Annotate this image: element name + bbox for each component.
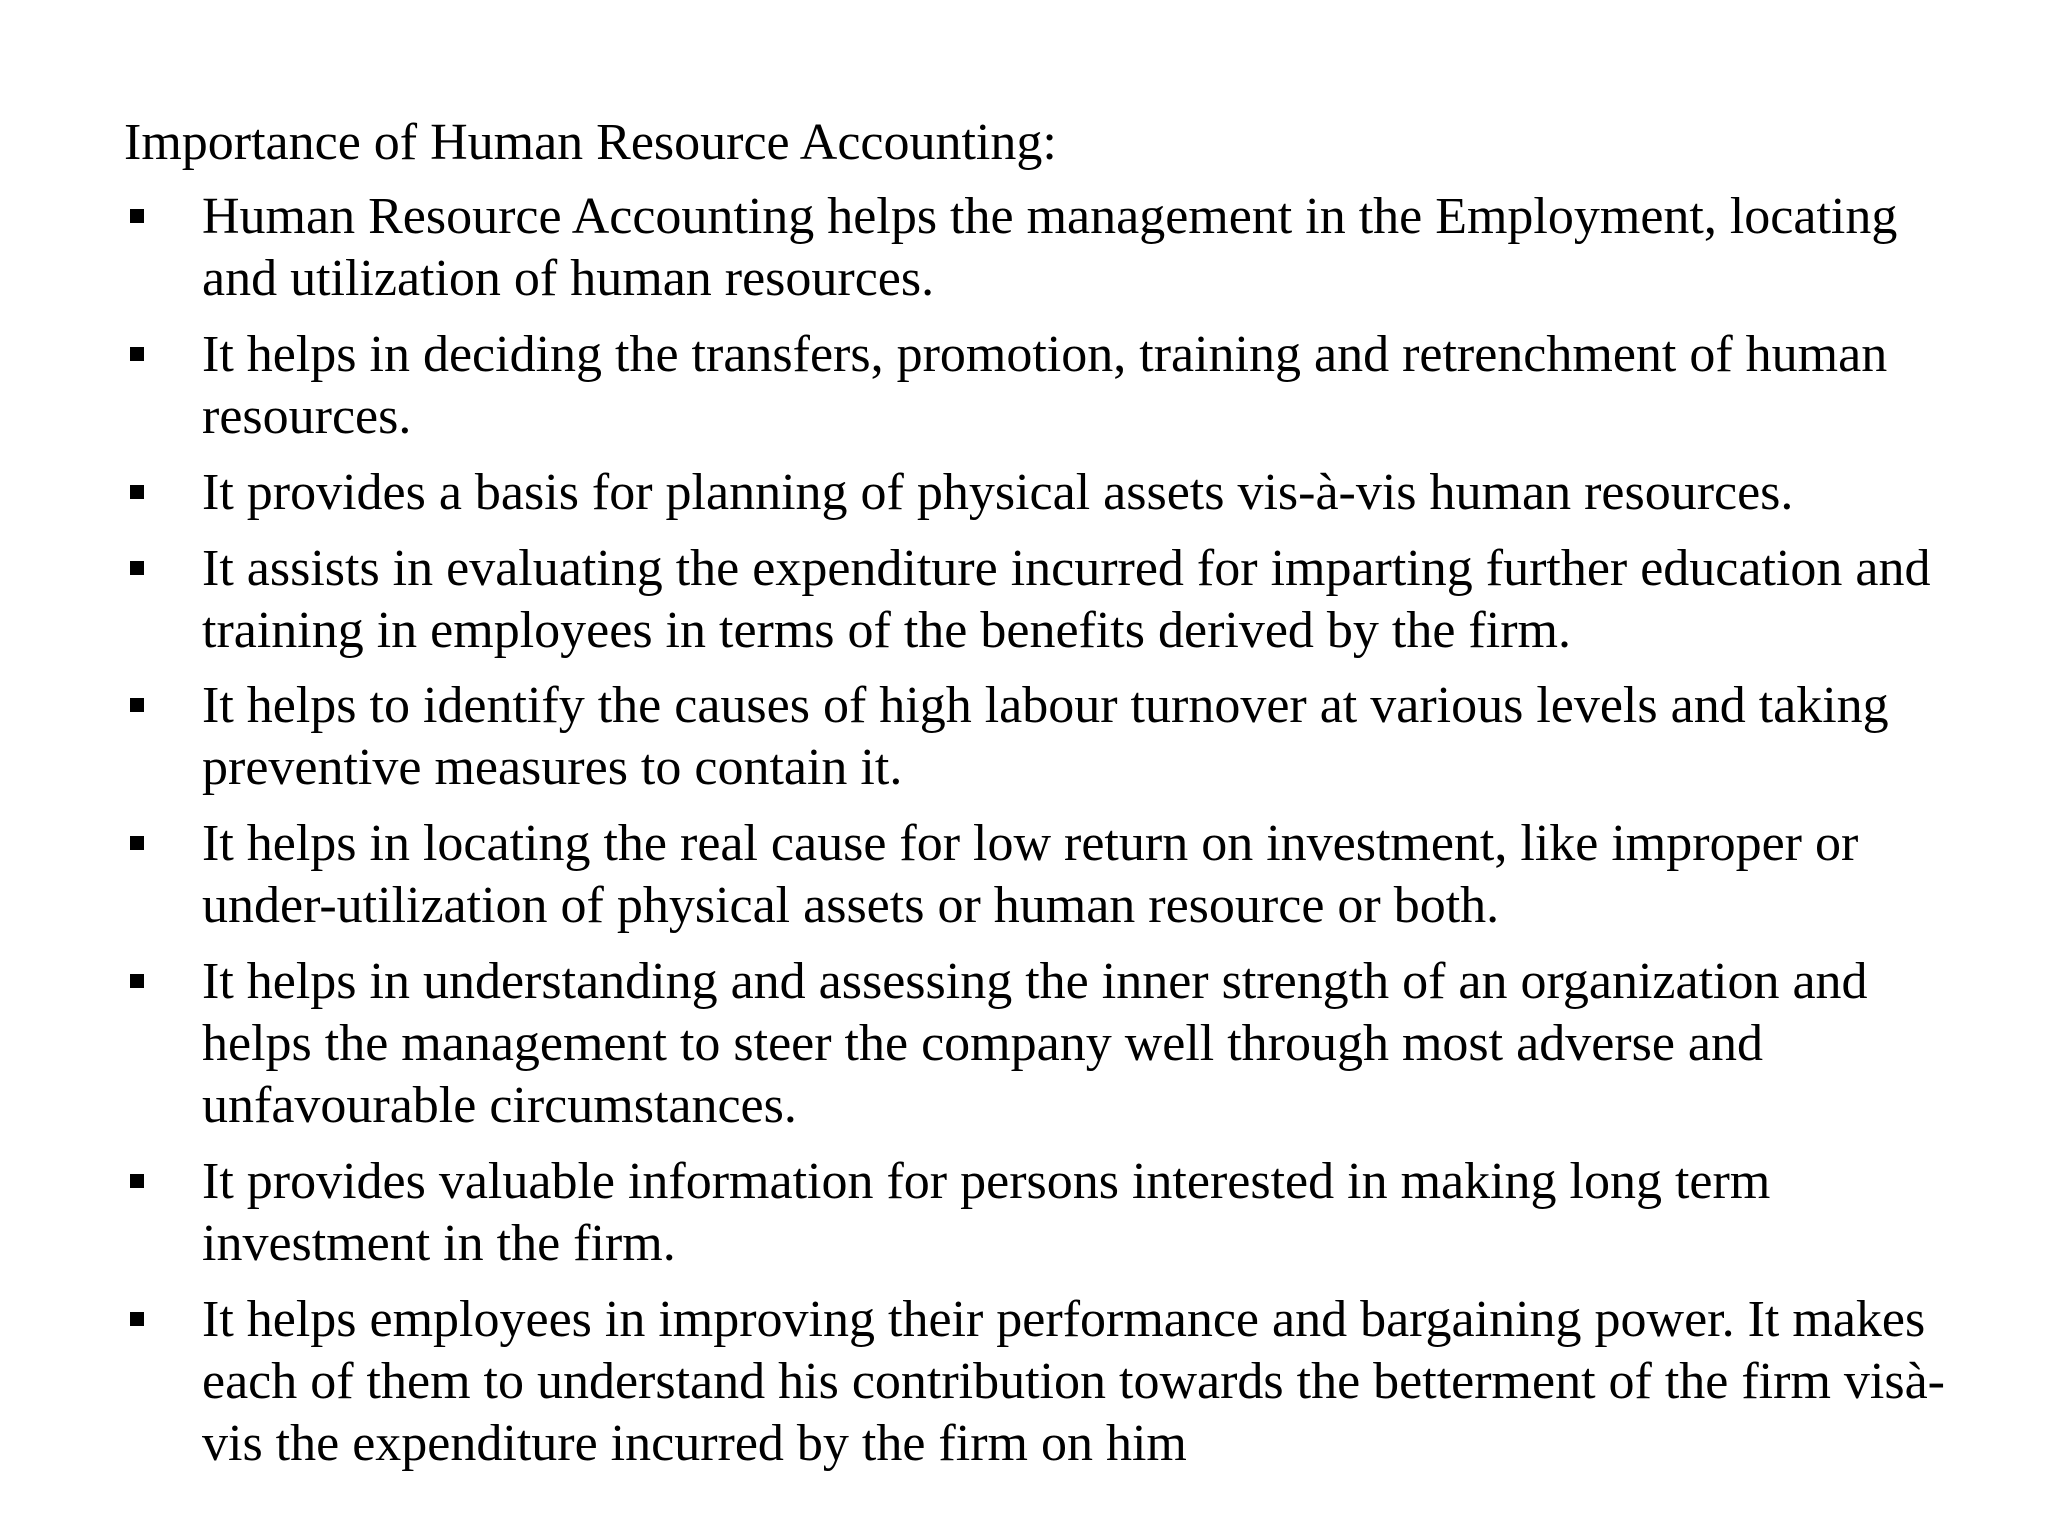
- square-bullet-icon: [130, 209, 144, 223]
- bullet-text-line: It helps in understanding and assessing the inner strength of an organization and: [202, 953, 1868, 1010]
- bullet-text-9: [202, 1289, 2002, 1475]
- bullet-text-line: It helps employees in improving their performance and bargaining power. It makes: [202, 1291, 1926, 1348]
- square-bullet-icon: [130, 485, 144, 499]
- bullet-text-6: [202, 813, 2002, 937]
- bullet-text-line: It helps to identify the causes of high labour turnover at various levels and taking: [202, 677, 1889, 734]
- slide-title: Importance of Human Resource Accounting:: [124, 114, 1057, 171]
- bullet-text-line: unfavourable circumstances.: [202, 1077, 797, 1134]
- bullet-text-line: under-utilization of physical assets or human resource or both.: [202, 877, 1500, 934]
- bullet-text-line: resources.: [202, 388, 412, 445]
- bullet-text-8: [202, 1151, 2002, 1275]
- square-bullet-icon: [130, 974, 144, 988]
- square-bullet-icon: [130, 698, 144, 712]
- bullet-text-line: investment in the firm.: [202, 1215, 676, 1272]
- bullet-text-line: Human Resource Accounting helps the management in the Employment, locating: [202, 188, 1898, 245]
- square-bullet-icon: [130, 347, 144, 361]
- bullet-text-line: It helps in locating the real cause for low return on investment, like improper or: [202, 815, 1859, 872]
- bullet-text-5: [202, 675, 2002, 799]
- bullet-text-line: helps the management to steer the company well through most adverse and: [202, 1015, 1763, 1072]
- bullet-text-4: [202, 538, 2002, 662]
- square-bullet-icon: [130, 836, 144, 850]
- bullet-text-line: vis the expenditure incurred by the firm on him: [202, 1415, 1187, 1472]
- square-bullet-icon: [130, 1174, 144, 1188]
- square-bullet-icon: [130, 1312, 144, 1326]
- bullet-text-line: It assists in evaluating the expenditure incurred for imparting further education and: [202, 540, 1931, 597]
- bullet-text-line: training in employees in terms of the benefits derived by the firm.: [202, 602, 1571, 659]
- bullet-text-line: It provides valuable information for persons interested in making long term: [202, 1153, 1771, 1210]
- bullet-text-3: [202, 462, 2002, 524]
- bullet-text-2: [202, 324, 2002, 448]
- bullet-text-line: each of them to understand his contribution towards the betterment of the firm visà-: [202, 1353, 1945, 1410]
- bullet-text-line: It helps in deciding the transfers, promotion, training and retrenchment of human: [202, 326, 1888, 383]
- bullet-text-line: and utilization of human resources.: [202, 250, 935, 307]
- bullet-text-line: preventive measures to contain it.: [202, 739, 903, 796]
- bullet-text-line: It provides a basis for planning of physical assets vis-à-vis human resources.: [202, 464, 1794, 521]
- square-bullet-icon: [130, 561, 144, 575]
- bullet-text-7: [202, 951, 2002, 1137]
- bullet-text-1: [202, 186, 2002, 310]
